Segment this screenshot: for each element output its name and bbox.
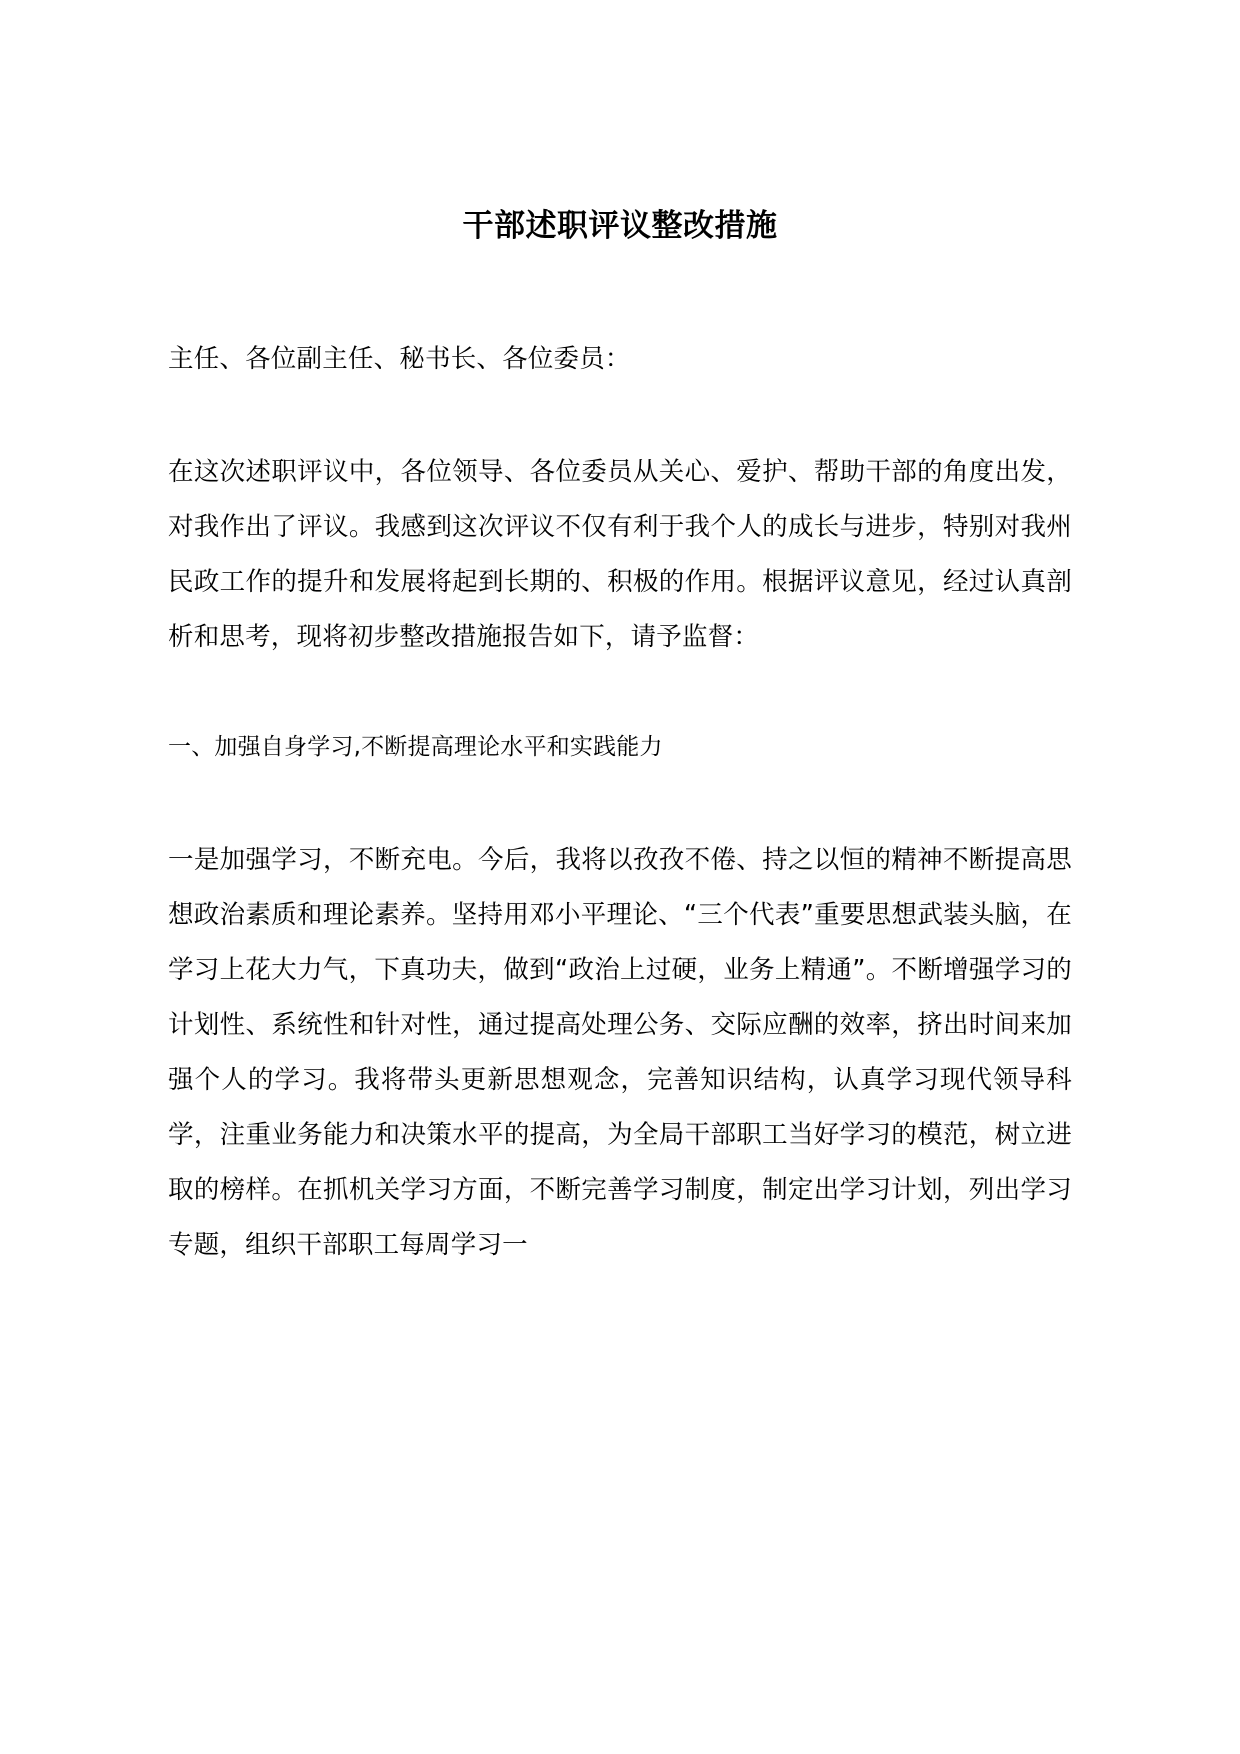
section-one-paragraph: 一是加强学习，不断充电。今后，我将以孜孜不倦、持之以恒的精神不断提高思想政治素质和理论素养。坚持用邓小平理论、“三个代表”重要思想武装头脑，在学习上花大力气，下真功夫，做到“政治上过硬，业务上精通”。不断增强学习的计划性、系统性和针对性，通过提高处理公务、交际应酬的效率，挤出时间来加强个人的学习。我将带头更新思想观念，完善知识结构，认真学习现代领导科学，注重业务能力和决策水平的提高，为全局干部职工当好学习的模范，树立进取的榜样。在抓机关学习方面，不断完善学习制度，制定出学习计划，列出学习专题，组织干部职工每周学习一	[168, 844, 1072, 1260]
section-heading-one: 一、加强自身学习,不断提高理论水平和实践能力	[168, 733, 663, 760]
intro-paragraph: 在这次述职评议中，各位领导、各位委员从关心、爱护、帮助干部的角度出发，对我作出了评议。我感到这次评议不仅有利于我个人的成长与进步，特别对我州民政工作的提升和发展将起到长期的、积极的作用。根据评议意见，经过认真剖析和思考，现将初步整改措施报告如下，请予监督：	[168, 456, 1072, 652]
page-title: 干部述职评议整改措施	[462, 208, 778, 244]
salutation-line: 主任、各位副主任、秘书长、各位委员：	[168, 343, 631, 374]
